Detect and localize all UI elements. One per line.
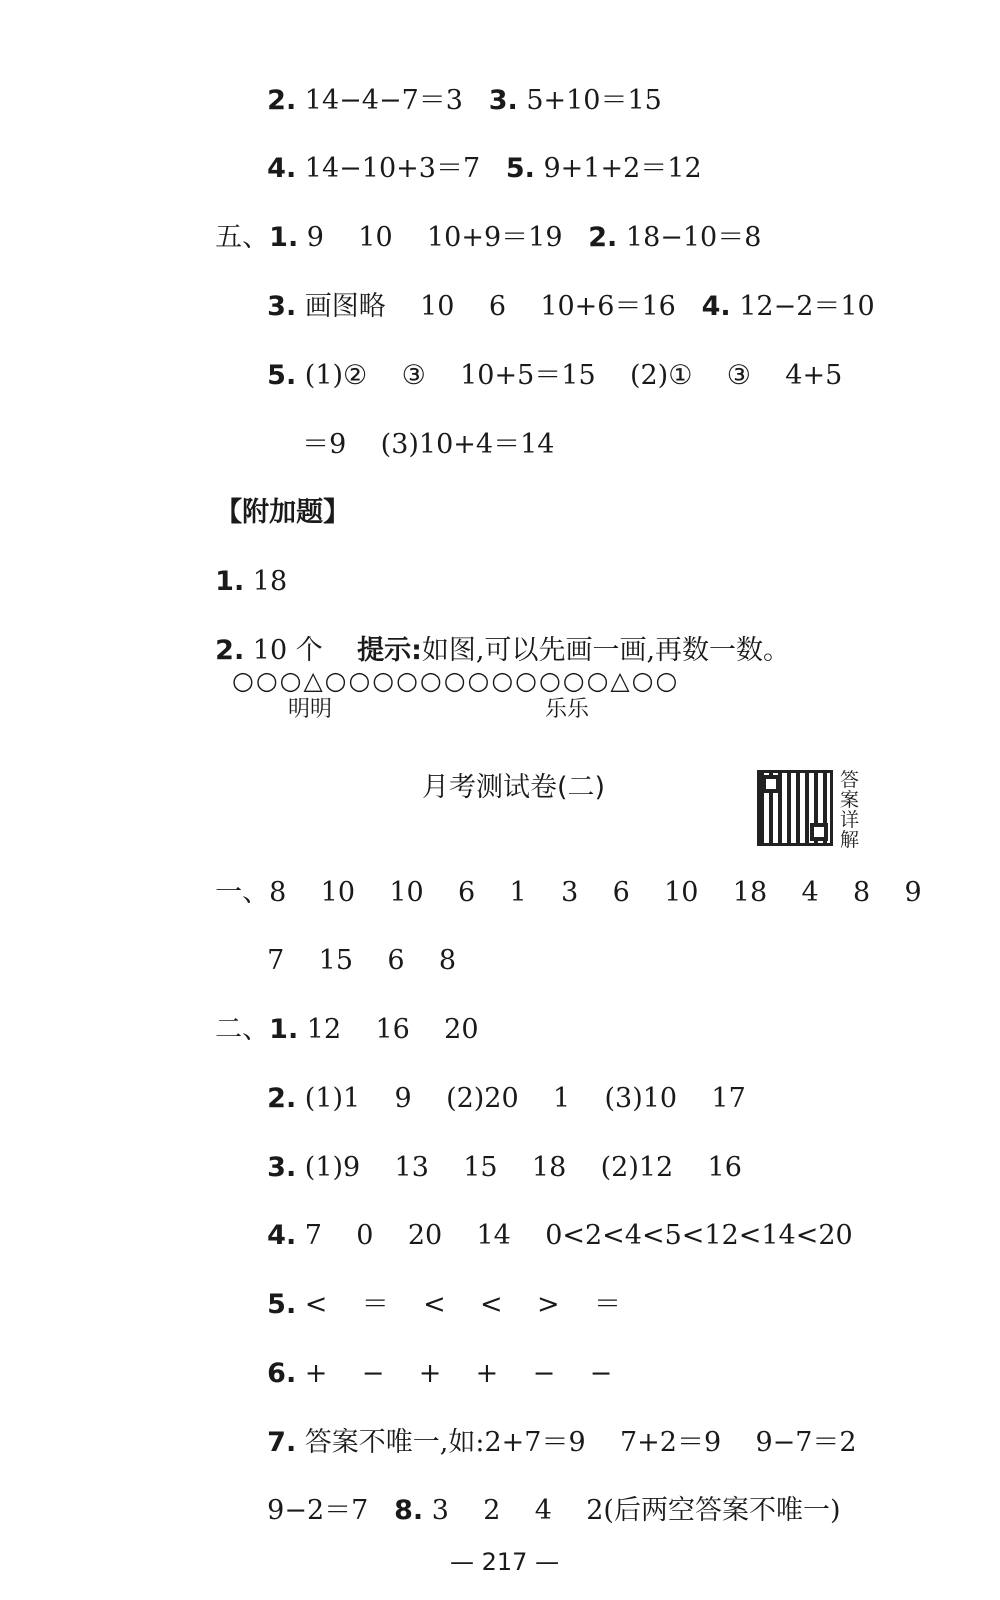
answer-line-8: 1. 18 xyxy=(215,566,288,597)
answer-line-10: 一、8 10 10 6 1 3 6 10 18 4 8 9 xyxy=(215,877,922,908)
answer-line-12: 二、1. 12 16 20 xyxy=(215,1014,479,1045)
symbol-row: ○○○△○○○○○○○○○○○○△○○ xyxy=(232,666,680,695)
qr-code-icon xyxy=(757,770,833,846)
section-title: 月考测试卷(二) xyxy=(422,772,606,803)
answer-line-18: 7. 答案不唯一,如:2+7＝9 7+2＝9 9−7＝2 xyxy=(267,1427,857,1458)
answer-line-3: 五、1. 9 10 10+9＝19 2. 18−10＝8 xyxy=(215,222,762,253)
answer-line-6: ＝9 (3)10+4＝14 xyxy=(302,429,555,460)
qr-caption: 答案详解 xyxy=(840,769,860,851)
label-lele: 乐乐 xyxy=(545,697,590,722)
answer-line-17: 6. + − + + − − xyxy=(267,1358,613,1389)
answer-line-5: 5. (1)② ③ 10+5＝15 (2)① ③ 4+5 xyxy=(267,360,843,391)
answer-line-1: 2. 14−4−7＝3 3. 5+10＝15 xyxy=(267,85,662,116)
answer-line-4: 3. 画图略 10 6 10+6＝16 4. 12−2＝10 xyxy=(267,291,875,322)
page-number: — 217 — xyxy=(450,1548,560,1576)
label-mingming: 明明 xyxy=(288,697,333,722)
answer-line-15: 4. 7 0 20 14 0<2<4<5<12<14<20 xyxy=(267,1220,853,1251)
answer-line-11: 7 15 6 8 xyxy=(267,945,457,976)
answer-line-19: 9−2＝7 8. 3 2 4 2(后两空答案不唯一) xyxy=(267,1495,841,1526)
answer-line-14: 3. (1)9 13 15 18 (2)12 16 xyxy=(267,1152,742,1183)
answer-line-9: 2. 10 个 提示:如图,可以先画一画,再数一数。 xyxy=(215,635,791,666)
answer-line-2: 4. 14−10+3＝7 5. 9+1+2＝12 xyxy=(267,153,702,184)
bonus-heading: 【附加题】 xyxy=(215,497,351,528)
answer-line-16: 5. < ＝ < < > ＝ xyxy=(267,1289,621,1320)
answer-line-13: 2. (1)1 9 (2)20 1 (3)10 17 xyxy=(267,1083,746,1114)
